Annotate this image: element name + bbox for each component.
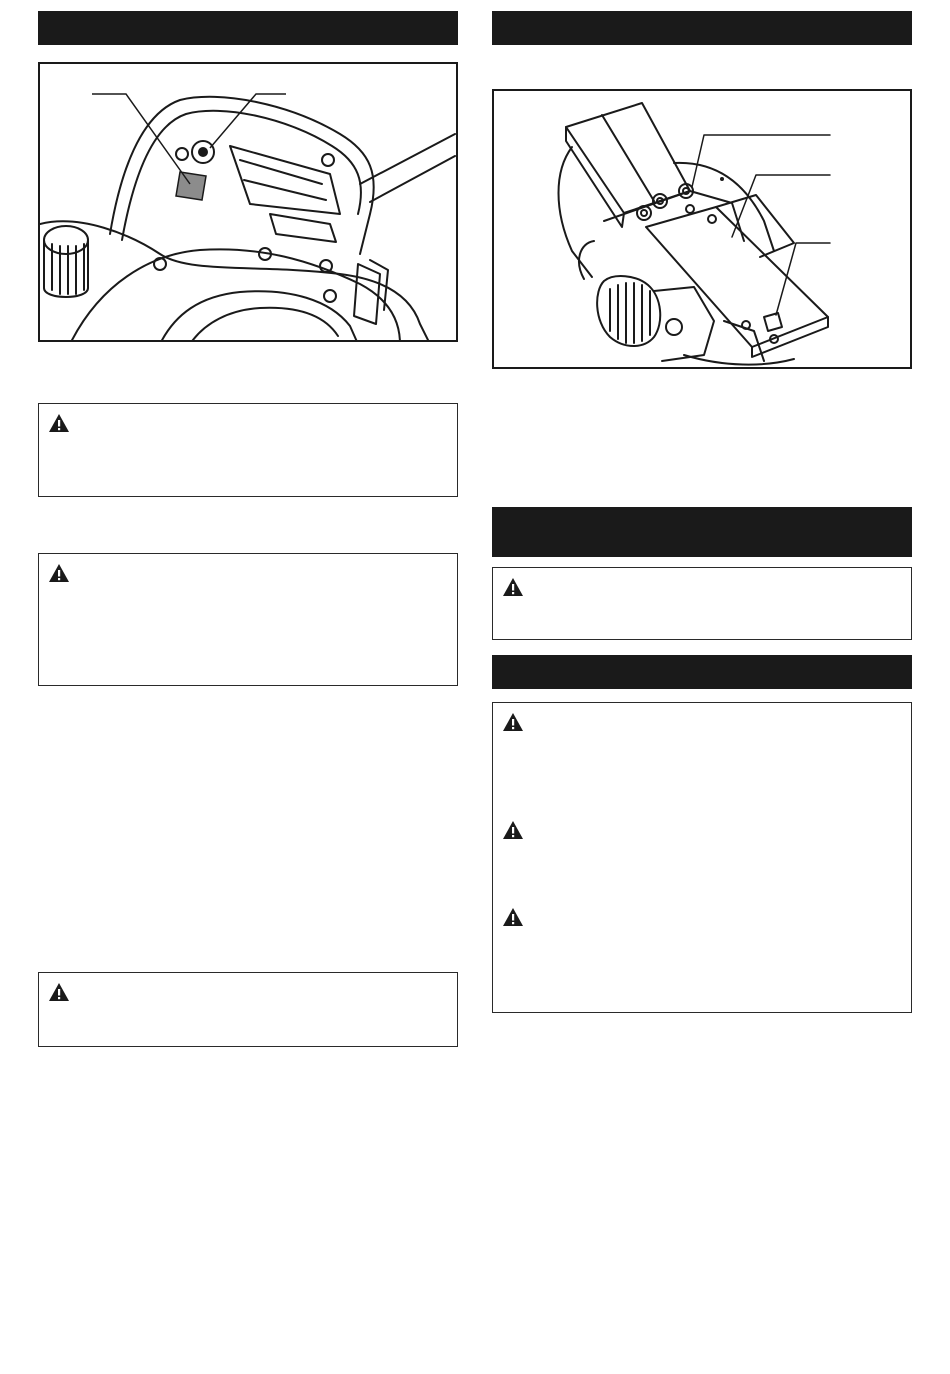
warning-triangle-icon [502,577,524,597]
section-header-left-1 [38,11,458,45]
warning-triangle-icon [48,982,70,1002]
caution-box-left-2 [38,553,458,686]
caution-box-right-1 [492,567,912,640]
section-header-right-2 [492,507,912,557]
figure-switch-handle [38,62,458,342]
lock-button-icon [198,147,208,157]
section-header-right-1 [492,11,912,45]
switch-trigger-icon [176,172,206,200]
planer-guide-illustration [494,91,912,369]
guide-screw-icon [720,177,724,181]
caution-box-right-2 [492,702,912,1013]
figure-base-guide [492,89,912,369]
warning-triangle-icon [48,563,70,583]
caution-box-left-1 [38,403,458,497]
warning-triangle-icon [502,712,524,732]
warning-triangle-icon [48,413,70,433]
section-header-right-3 [492,655,912,689]
caution-box-left-3 [38,972,458,1047]
warning-triangle-icon [502,820,524,840]
warning-triangle-icon [502,907,524,927]
planer-handle-illustration [40,64,458,342]
